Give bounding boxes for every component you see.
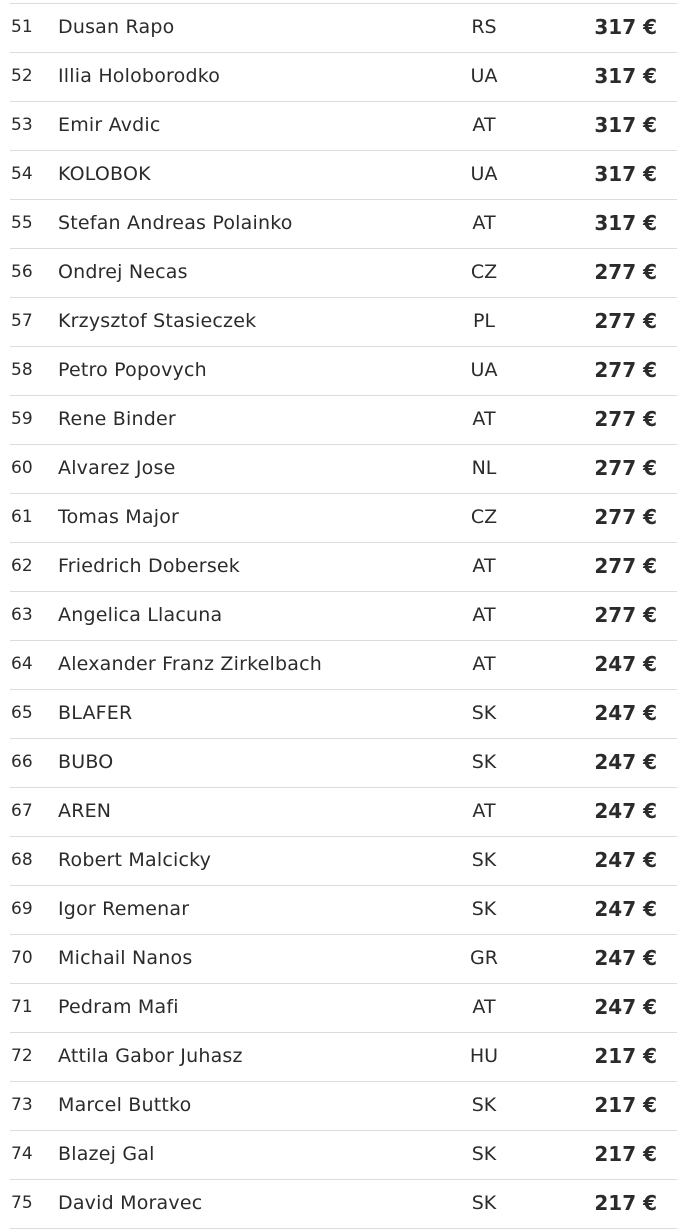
- country-code-cell: CZ: [470, 261, 498, 283]
- rank-cell: 57: [11, 311, 33, 331]
- prize-amount-cell: 277 €: [594, 456, 657, 480]
- rank-cell: 60: [11, 458, 33, 478]
- player-name-cell: Tomas Major: [58, 506, 180, 528]
- prize-amount-cell: 277 €: [594, 358, 657, 382]
- table-row: [10, 102, 677, 151]
- prize-amount-cell: 247 €: [594, 995, 657, 1019]
- table-row: [10, 543, 677, 592]
- table-row: [10, 592, 677, 641]
- table-row: [10, 935, 677, 984]
- country-code-cell: SK: [471, 1094, 497, 1116]
- table-row: [10, 1180, 677, 1229]
- country-code-cell: SK: [471, 898, 497, 920]
- rank-cell: 75: [11, 1193, 33, 1213]
- table-row: [10, 200, 677, 249]
- player-name-cell: Blazej Gal: [58, 1143, 155, 1165]
- rank-cell: 66: [11, 752, 33, 772]
- prize-amount-cell: 317 €: [594, 15, 657, 39]
- player-name-cell: Alexander Franz Zirkelbach: [58, 653, 323, 675]
- country-code-cell: HU: [469, 1045, 499, 1067]
- rank-cell: 56: [11, 262, 33, 282]
- prize-amount-cell: 277 €: [594, 260, 657, 284]
- rank-cell: 53: [11, 115, 33, 135]
- player-name-cell: Alvarez Jose: [58, 457, 176, 479]
- prize-amount-cell: 217 €: [594, 1142, 657, 1166]
- player-name-cell: Stefan Andreas Polainko: [58, 212, 293, 234]
- prize-amount-cell: 317 €: [594, 211, 657, 235]
- player-name-cell: Krzysztof Stasieczek: [58, 310, 257, 332]
- country-code-cell: UA: [470, 163, 498, 185]
- prize-amount-cell: 277 €: [594, 407, 657, 431]
- player-name-cell: Pedram Mafi: [58, 996, 179, 1018]
- country-code-cell: CZ: [470, 506, 498, 528]
- rank-cell: 64: [11, 654, 33, 674]
- table-row: [10, 1082, 677, 1131]
- player-name-cell: Emir Avdic: [58, 114, 161, 136]
- player-name-cell: Attila Gabor Juhasz: [58, 1045, 243, 1067]
- rank-cell: 74: [11, 1144, 33, 1164]
- prize-amount-cell: 277 €: [594, 309, 657, 333]
- table-row: [10, 739, 677, 788]
- player-name-cell: Angelica Llacuna: [58, 604, 223, 626]
- prize-amount-cell: 247 €: [594, 701, 657, 725]
- table-row: [10, 837, 677, 886]
- rank-cell: 58: [11, 360, 33, 380]
- rank-cell: 69: [11, 899, 33, 919]
- country-code-cell: GR: [470, 947, 498, 969]
- results-table: [10, 3, 677, 1229]
- table-row: [10, 886, 677, 935]
- country-code-cell: AT: [472, 996, 496, 1018]
- table-row: [10, 984, 677, 1033]
- country-code-cell: SK: [471, 751, 497, 773]
- player-name-cell: Robert Malcicky: [58, 849, 212, 871]
- country-code-cell: SK: [471, 1143, 497, 1165]
- table-row: [10, 298, 677, 347]
- table-row: [10, 445, 677, 494]
- country-code-cell: UA: [470, 359, 498, 381]
- prize-amount-cell: 317 €: [594, 113, 657, 137]
- player-name-cell: Igor Remenar: [58, 898, 190, 920]
- table-row: [10, 249, 677, 298]
- country-code-cell: SK: [471, 849, 497, 871]
- player-name-cell: Friedrich Dobersek: [58, 555, 241, 577]
- table-row: [10, 641, 677, 690]
- country-code-cell: AT: [472, 408, 496, 430]
- country-code-cell: PL: [472, 310, 496, 332]
- prize-amount-cell: 317 €: [594, 64, 657, 88]
- rank-cell: 65: [11, 703, 33, 723]
- country-code-cell: RS: [471, 16, 497, 38]
- player-name-cell: KOLOBOK: [58, 163, 151, 185]
- player-name-cell: AREN: [58, 800, 112, 822]
- player-name-cell: Ondrej Necas: [58, 261, 188, 283]
- table-row: [10, 396, 677, 445]
- rank-cell: 71: [11, 997, 33, 1017]
- rank-cell: 55: [11, 213, 33, 233]
- table-row: [10, 690, 677, 739]
- rank-cell: 59: [11, 409, 33, 429]
- player-name-cell: Petro Popovych: [58, 359, 207, 381]
- prize-amount-cell: 277 €: [594, 603, 657, 627]
- rank-cell: 67: [11, 801, 33, 821]
- country-code-cell: UA: [470, 65, 498, 87]
- table-row: [10, 53, 677, 102]
- table-row: [10, 347, 677, 396]
- rank-cell: 70: [11, 948, 33, 968]
- rank-cell: 51: [11, 17, 33, 37]
- country-code-cell: SK: [471, 1192, 497, 1214]
- country-code-cell: AT: [472, 212, 496, 234]
- country-code-cell: AT: [472, 800, 496, 822]
- prize-amount-cell: 217 €: [594, 1093, 657, 1117]
- rank-cell: 61: [11, 507, 33, 527]
- country-code-cell: AT: [472, 114, 496, 136]
- player-name-cell: Rene Binder: [58, 408, 176, 430]
- country-code-cell: SK: [471, 702, 497, 724]
- player-name-cell: Illia Holoborodko: [58, 65, 221, 87]
- player-name-cell: David Moravec: [58, 1192, 203, 1214]
- rank-cell: 73: [11, 1095, 33, 1115]
- table-row: [10, 151, 677, 200]
- prize-amount-cell: 247 €: [594, 946, 657, 970]
- country-code-cell: AT: [472, 653, 496, 675]
- rank-cell: 63: [11, 605, 33, 625]
- table-row: [10, 788, 677, 837]
- country-code-cell: AT: [472, 555, 496, 577]
- prize-amount-cell: 247 €: [594, 897, 657, 921]
- table-row: [10, 494, 677, 543]
- table-row: [10, 4, 677, 53]
- table-row: [10, 1131, 677, 1180]
- prize-amount-cell: 247 €: [594, 652, 657, 676]
- rank-cell: 62: [11, 556, 33, 576]
- prize-amount-cell: 217 €: [594, 1044, 657, 1068]
- table-row: [10, 1033, 677, 1082]
- rank-cell: 72: [11, 1046, 33, 1066]
- rank-cell: 68: [11, 850, 33, 870]
- prize-amount-cell: 247 €: [594, 799, 657, 823]
- rank-cell: 54: [11, 164, 33, 184]
- country-code-cell: AT: [472, 604, 496, 626]
- player-name-cell: Michail Nanos: [58, 947, 193, 969]
- prize-amount-cell: 277 €: [594, 505, 657, 529]
- player-name-cell: Dusan Rapo: [58, 16, 175, 38]
- player-name-cell: BUBO: [58, 751, 114, 773]
- prize-amount-cell: 217 €: [594, 1191, 657, 1215]
- country-code-cell: NL: [471, 457, 497, 479]
- rank-cell: 52: [11, 66, 33, 86]
- player-name-cell: BLAFER: [58, 702, 133, 724]
- prize-amount-cell: 317 €: [594, 162, 657, 186]
- player-name-cell: Marcel Buttko: [58, 1094, 192, 1116]
- prize-amount-cell: 247 €: [594, 750, 657, 774]
- prize-amount-cell: 277 €: [594, 554, 657, 578]
- prize-amount-cell: 247 €: [594, 848, 657, 872]
